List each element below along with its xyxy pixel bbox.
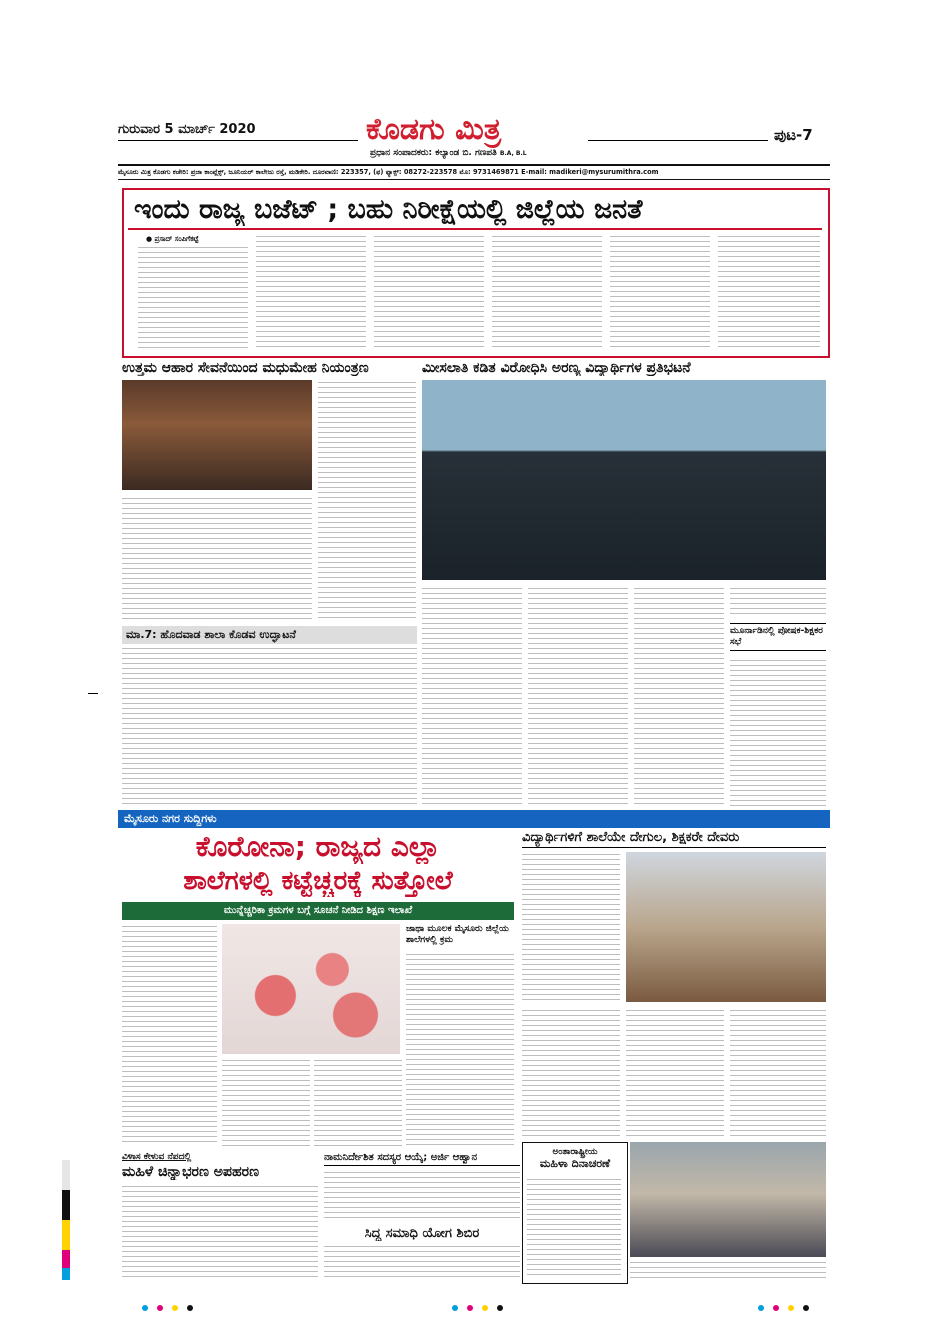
lead-body-col1 (138, 245, 248, 349)
protest-photo (422, 380, 826, 580)
header-rule (118, 140, 358, 141)
protest-body-col1 (422, 586, 522, 806)
nomination-body (324, 1170, 520, 1222)
meeting-body (730, 658, 826, 806)
temple-body-col4 (730, 1008, 826, 1136)
school-body (122, 646, 417, 806)
editor-name: ಪ್ರಧಾನ ಸಂಪಾದಕರು: ಕಲ್ಯಾಂಡ ಬಿ. ಗಣಪತಿ (370, 148, 497, 158)
registration-dots-left (142, 1296, 202, 1315)
nomination-headline: ನಾಮನಿರ್ದೇಶಿತ ಸದಸ್ಯರ ಆಯ್ಕೆ; ಅರ್ಜಿ ಆಹ್ವಾನ (324, 1152, 520, 1166)
food-body-left (122, 496, 312, 620)
corona-body-col3 (314, 1058, 402, 1146)
lead-headline-underline (128, 228, 822, 230)
lead-body-col5 (610, 234, 710, 349)
food-event-photo (122, 380, 312, 490)
lead-story-box (122, 188, 830, 358)
lead-body-col2 (256, 234, 366, 349)
corona-sidebar-title: ಜಾಥಾ ಮೂಲಕ ಮೈಸೂರು ಜಿಲ್ಲೆಯ ಶಾಲೆಗಳಲ್ಲಿ ಕ್ರಮ (406, 924, 509, 945)
food-body-right (318, 380, 416, 620)
yoga-headline: ಸಿದ್ಧ ಸಮಾಧಿ ಯೋಗ ಶಿಬಿರ (364, 1226, 480, 1241)
temple-body-col1 (522, 852, 620, 1004)
protest-body-col2 (528, 586, 628, 806)
womens-day-box (522, 1142, 628, 1284)
corona-headline-line1: ಕೊರೋನಾ; ರಾಜ್ಯದ ಎಲ್ಲಾ (195, 830, 441, 863)
womens-day-body (527, 1177, 621, 1277)
margin-tick (88, 693, 98, 694)
theft-body (122, 1184, 318, 1280)
lead-body-col3 (374, 234, 484, 349)
school-headline: ಮಾ.7: ಹೊದವಾಡ ಶಾಲಾ ಕೊಡವ ಉದ್ಘಾಟನೆ (122, 626, 417, 644)
temple-headline: ವಿದ್ಯಾರ್ಥಿಗಳಿಗೆ ಶಾಲೆಯೇ ದೇಗುಲ, ಶಿಕ್ಷಕರೇ ದೇವರು (522, 830, 826, 848)
color-registration-strip (62, 1160, 70, 1280)
editor-degree: B.A, B.L (499, 150, 527, 157)
food-headline: ಉತ್ತಮ ಆಹಾರ ಸೇವನೆಯಿಂದ ಮಧುಮೇಹ ನಿಯಂತ್ರಣ (122, 360, 369, 376)
section-bar (118, 810, 830, 828)
womens-day-photo (630, 1142, 826, 1257)
corona-sidebar-body (406, 952, 514, 1146)
protest-body-col3 (634, 586, 724, 806)
coronavirus-image (222, 924, 400, 1054)
publisher-bar: ಮೈಸೂರು ಮಿತ್ರ ಕೊಡಗು ಕಚೇರಿ: ಪ್ರಜಾ ಕಾಂಪ್ಲೆಕ್ಸ್, ಜೂನಿಯರ್ ಕಾಲೇಜು ರಸ್ತೆ, ಮಡಿಕೇರಿ. ದೂರವಾಣಿ: 223357, (ಫ) ಫ್ಯಾಕ್ಸ್: 08272-223578 ಮೊ: 9731469871 E-mail: madikeri@mysurumithra.com (118, 164, 830, 180)
registration-dots-right (758, 1296, 818, 1315)
theft-headline: ಮಹಿಳೆ ಚಿನ್ನಾಭರಣ ಅಪಹರಣ (122, 1164, 259, 1180)
masthead-title: ಕೊಡಗು ಮಿತ್ರ (366, 112, 502, 147)
womens-day-title-line2: ಮಹಿಳಾ ದಿನಾಚರಣೆ (539, 1157, 611, 1170)
protest-headline: ಮೀಸಲಾತಿ ಕಡಿತ ವಿರೋಧಿಸಿ ಅರಣ್ಯ ವಿದ್ಯಾರ್ಥಿಗಳ ಪ್ರತಿಭಟನೆ (422, 360, 691, 376)
editor-line (370, 148, 527, 158)
temple-photo (626, 852, 826, 1002)
protest-body-col4 (730, 586, 826, 616)
page-number: ಪುಟ-7 (774, 126, 813, 144)
registration-dots-center (452, 1296, 512, 1315)
lead-headline: ಇಂದು ರಾಜ್ಯ ಬಜೆಟ್ ; ಬಹು ನಿರೀಕ್ಷೆಯಲ್ಲಿ ಜಿಲ್ಲೆಯ ಜನತೆ (134, 194, 643, 225)
newspaper-page (118, 112, 830, 1241)
lead-byline: ● ಪ್ರಸಾದ್ ಸಂಪಿಗೆಕಟ್ಟೆ (146, 235, 199, 243)
meeting-headline: ಮೂರ್ನಾಡಿನಲ್ಲಿ ಪೋಷಕ-ಶಿಕ್ಷಕರ ಸಭೆ (730, 623, 826, 651)
lead-body-col6 (718, 234, 820, 349)
womens-day-title-line1: ಅಂತಾರಾಷ್ಟ್ರೀಯ (552, 1147, 598, 1157)
lead-body-col4 (492, 234, 602, 349)
corona-body-col1 (122, 924, 217, 1146)
temple-body-col2 (522, 1008, 620, 1136)
corona-headline-line2: ಶಾಲೆಗಳಲ್ಲಿ ಕಟ್ಟೆಚ್ಚರಕ್ಕೆ ಸುತ್ತೋಲೆ (183, 866, 453, 896)
womens-day-caption (630, 1260, 826, 1280)
corona-body-col2 (222, 1058, 310, 1146)
issue-date: ಗುರುವಾರ 5 ಮಾರ್ಚ್ 2020 (118, 122, 256, 137)
corona-subhead: ಮುನ್ನೆಚ್ಚರಿಕಾ ಕ್ರಮಗಳ ಬಗ್ಗೆ ಸೂಚನೆ ನೀಡಿದ ಶಿಕ್ಷಣ ಇಲಾಖೆ (122, 902, 514, 920)
theft-kicker: ವಿಳಾಸ ಕೇಳುವ ನೆಪದಲ್ಲಿ (122, 1152, 192, 1162)
section-bar-label: ಮೈಸೂರು ನಗರ ಸುದ್ದಿಗಳು (124, 812, 217, 825)
temple-body-col3 (626, 1008, 724, 1136)
yoga-body (324, 1244, 520, 1280)
header-rule-right (588, 140, 768, 141)
